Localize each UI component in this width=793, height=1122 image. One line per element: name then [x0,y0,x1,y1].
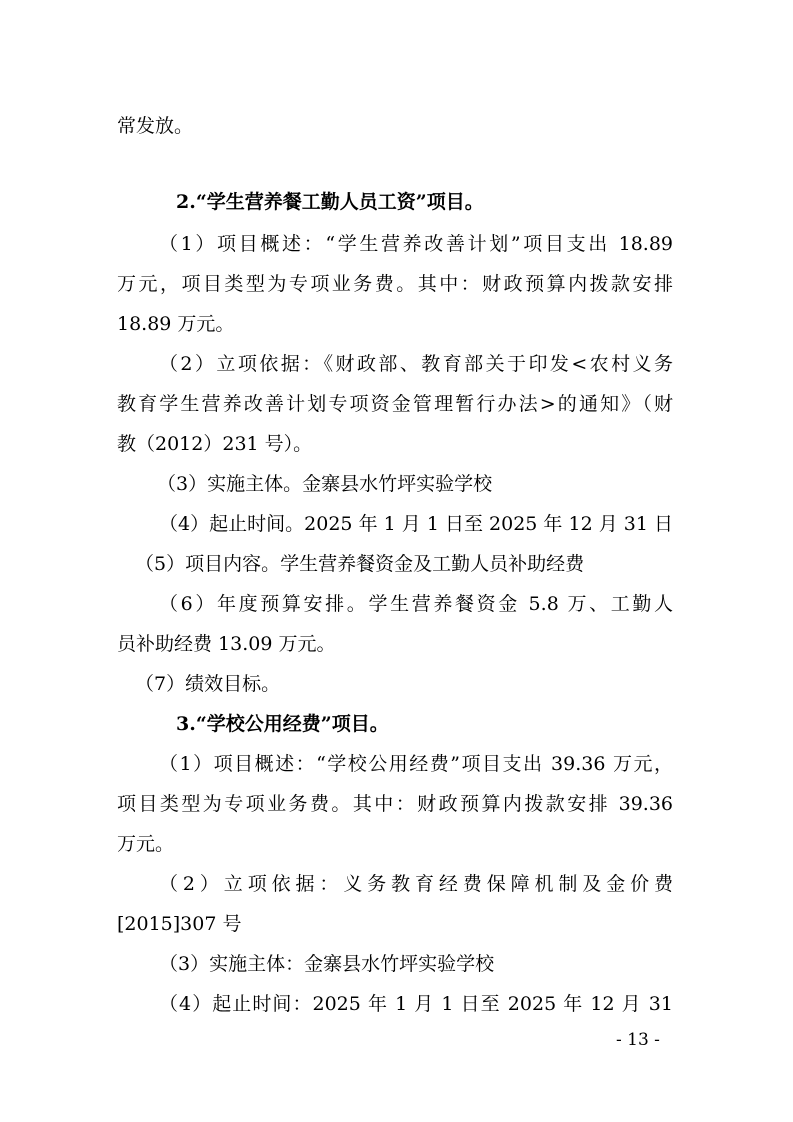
paragraph-line: （3）实施主体。金寨县水竹坪实验学校 [157,473,493,495]
paragraph-line: 18.89 万元。 [117,313,235,335]
paragraph-line: 常发放。 [117,115,194,137]
page-number: - 13 - [616,1030,660,1050]
paragraph-line: （4）起止时间：2025 年 1 月 1 日至 2025 年 12 月 31 [159,993,673,1015]
paragraph-line: （2）立项依据：《财政部、教育部关于印发<农村义务 [159,353,673,375]
paragraph-line: 项目类型为专项业务费。其中：财政预算内拨款安排 39.36 [117,793,673,815]
paragraph-line: （1）项目概述：“学生营养改善计划”项目支出 18.89 [159,233,673,255]
paragraph-line: 万元，项目类型为专项业务费。其中：财政预算内拨款安排 [117,273,673,295]
paragraph-line: （4）起止时间。2025 年 1 月 1 日至 2025 年 12 月 31 日 [159,513,673,535]
paragraph-line: 员补助经费 13.09 万元。 [117,633,336,655]
paragraph-line: （5）项目内容。学生营养餐资金及工勤人员补助经费 [135,553,585,575]
paragraph-line: 教育学生营养改善计划专项资金管理暂行办法>的通知》（财 [117,393,673,415]
paragraph-line: （3）实施主体：金寨县水竹坪实验学校 [159,953,495,975]
paragraph-line: 教（2012）231 号）。 [117,433,313,455]
paragraph-line: （7）绩效目标。 [135,673,281,695]
paragraph-line: （6）年度预算安排。学生营养餐资金 5.8 万、工勤人 [159,593,673,615]
paragraph-line: 万元。 [117,833,175,855]
paragraph-line: （1）项目概述：“学校公用经费”项目支出 39.36 万元， [159,753,673,775]
section-heading: 3.“学校公用经费”项目。 [176,713,389,735]
paragraph-line: [2015]307 号 [117,913,242,935]
paragraph-line: （2）立项依据：义务教育经费保障机制及金价费 [159,873,673,895]
section-heading: 2.“学生营养餐工勤人员工资”项目。 [176,191,484,213]
